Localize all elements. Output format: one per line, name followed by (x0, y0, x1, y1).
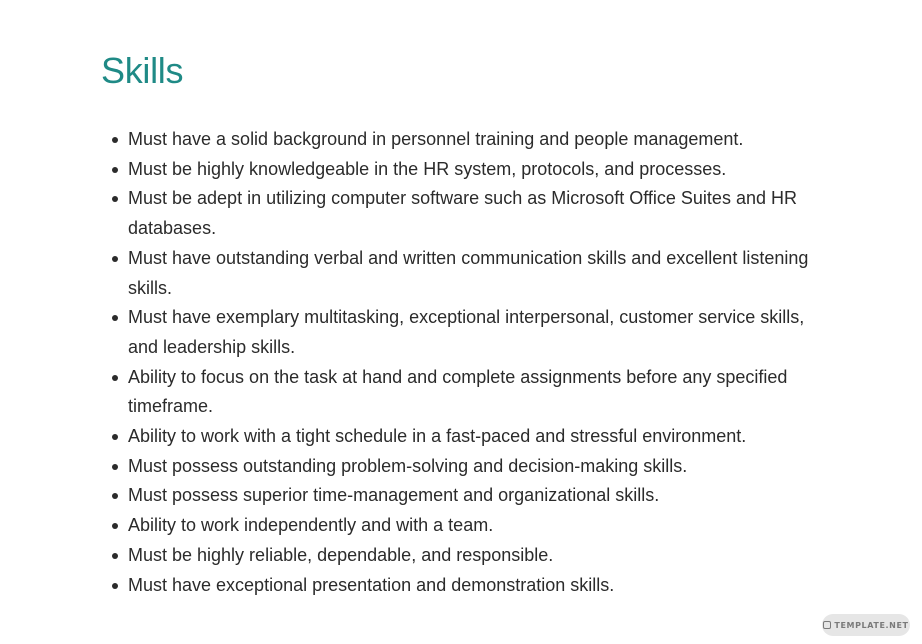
list-item-text: Must be highly knowledgeable in the HR system, protocols, and processes. (128, 158, 727, 179)
list-item-text: Must have outstanding verbal and written communication skills and excellent listening skills. (128, 247, 809, 298)
list-item (100, 363, 820, 422)
list-item (100, 571, 820, 601)
list-item-text: Must have a solid background in personnel training and people management. (128, 129, 744, 149)
list-item (100, 155, 820, 185)
bullet-icon (112, 375, 118, 381)
bullet-icon (112, 523, 118, 529)
list-item (100, 481, 820, 511)
list-item-text: Ability to focus on the task at hand and complete assignments before any specified timeframe. (128, 366, 788, 417)
list-item (100, 125, 820, 155)
skills-list (100, 125, 820, 600)
list-item (100, 452, 820, 482)
list-item (100, 184, 820, 243)
list-item (100, 244, 820, 303)
bullet-icon (112, 464, 118, 470)
list-item (100, 541, 820, 571)
list-item-text: Ability to work with a tight schedule in a fast-paced and stressful environment. (128, 426, 747, 447)
bullet-icon (112, 167, 118, 173)
bullet-icon (112, 256, 118, 262)
list-item (100, 303, 820, 362)
bullet-icon (112, 196, 118, 202)
list-item-text: Must be adept in utilizing computer software such as Microsoft Office Suites and HR databases. (128, 188, 797, 239)
list-item-text: Must be highly reliable, dependable, and responsible. (128, 544, 554, 565)
watermark-text: TEMPLATE.NET (834, 620, 909, 630)
template-watermark (822, 614, 910, 636)
bullet-icon (112, 583, 118, 589)
list-item-text: Must have exceptional presentation and demonstration skills. (128, 574, 615, 595)
bullet-icon (112, 493, 118, 499)
list-item-text: Must have exemplary multitasking, exceptional interpersonal, customer service skills, and leadership skills. (128, 307, 805, 357)
template-logo-icon (823, 621, 831, 629)
list-item-text: Must possess outstanding problem-solving and decision-making skills. (128, 455, 688, 476)
list-item-text: Ability to work independently and with a team. (128, 515, 494, 536)
list-item-text: Must possess superior time-management and organizational skills. (128, 485, 660, 506)
section-title: Skills (101, 50, 184, 91)
bullet-icon (112, 137, 118, 143)
bullet-icon (112, 434, 118, 440)
list-item (100, 511, 820, 541)
list-item (100, 422, 820, 452)
bullet-icon (112, 315, 118, 321)
bullet-icon (112, 553, 118, 559)
